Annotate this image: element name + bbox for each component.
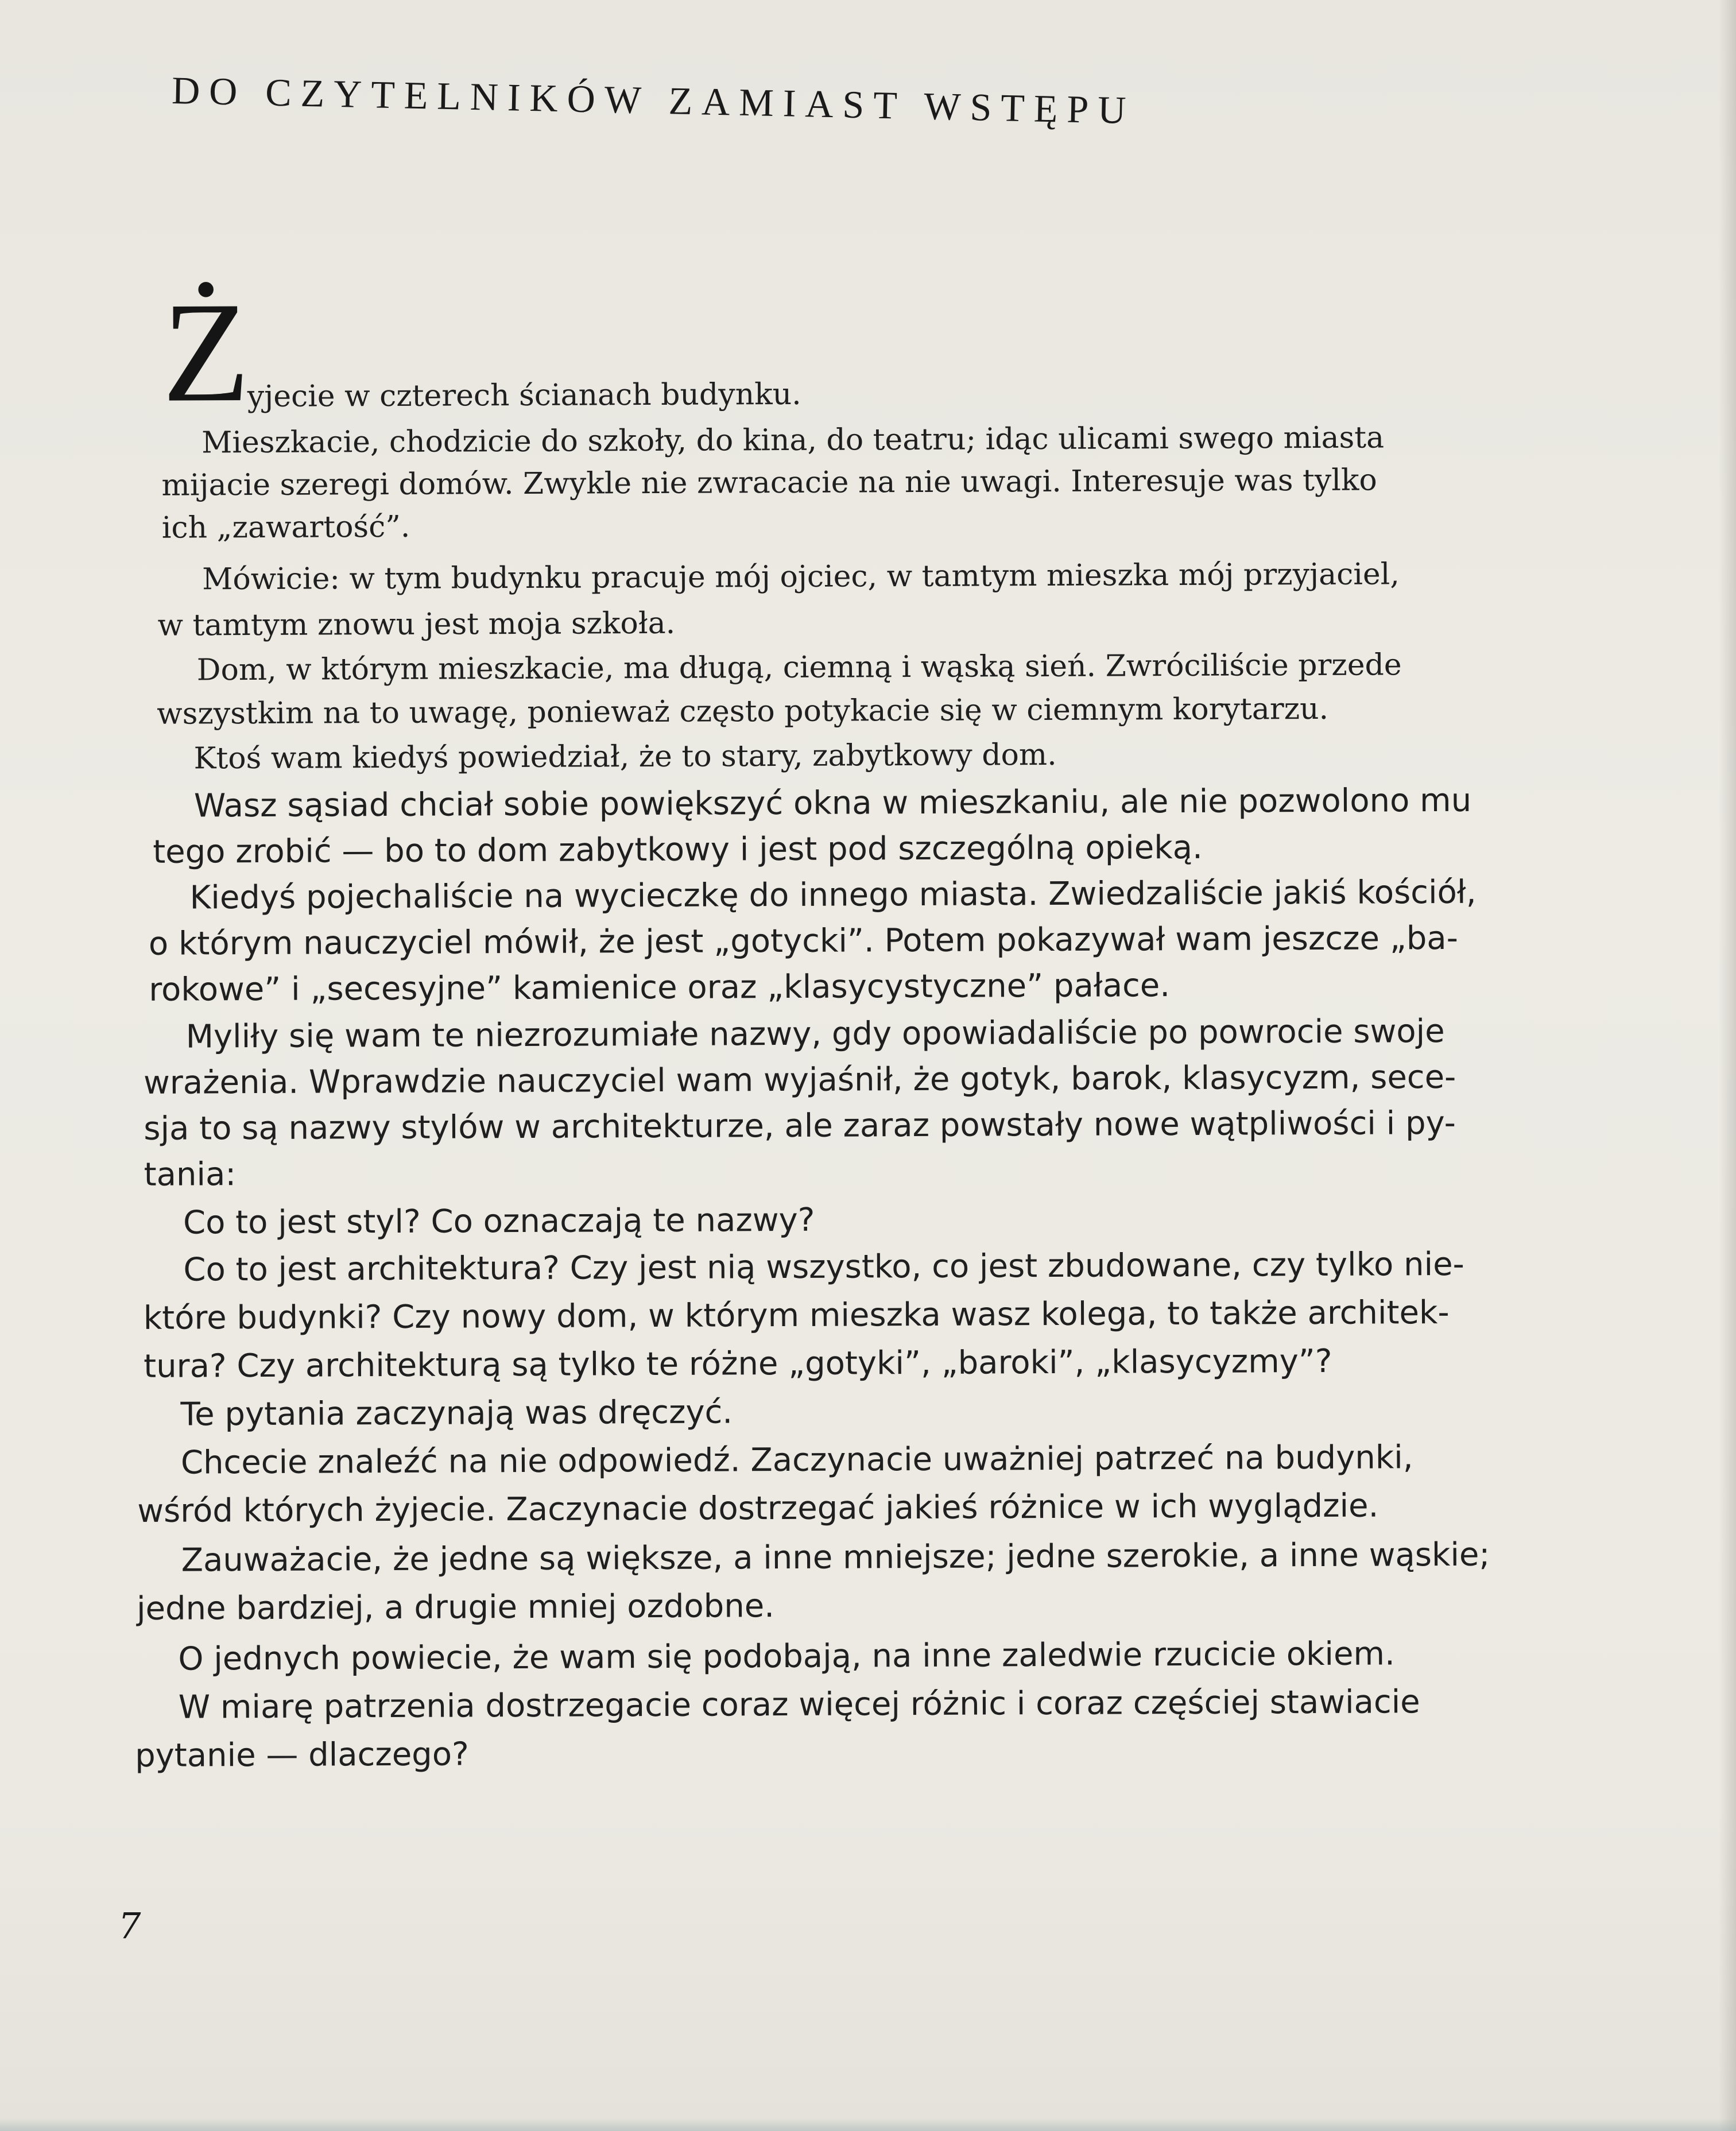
text-line: Kiedyś pojechaliście na wycieczkę do innego miasta. Zwiedzaliście jakiś kościół, xyxy=(189,873,1477,917)
text-line: jedne bardziej, a drugie mniej ozdobne. xyxy=(136,1587,775,1628)
text-line: mijacie szeregi domów. Zwykle nie zwracacie na nie uwagi. Interesuje was tylko xyxy=(161,463,1377,503)
text-line: W miarę patrzenia dostrzegacie coraz więcej różnic i coraz częściej stawiacie xyxy=(178,1683,1420,1726)
text-line: w tamtym znowu jest moja szkoła. xyxy=(157,606,676,643)
text-line: wszystkim na to uwagę, ponieważ często potykacie się w ciemnym korytarzu. xyxy=(157,691,1329,731)
text-line: Dom, w którym mieszkacie, ma długą, ciemną i wąską sień. Zwróciliście przede xyxy=(196,648,1402,688)
text-line: sja to są nazwy stylów w architekturze, ale zaraz powstały nowe wątpliwości i py- xyxy=(144,1104,1456,1148)
text-line: Co to jest styl? Co oznaczają te nazwy? xyxy=(183,1201,815,1242)
text-line: o którym nauczyciel mówił, że jest „gotycki”. Potem pokazywał wam jeszcze „ba- xyxy=(148,919,1458,963)
drop-cap: Ż xyxy=(161,273,250,432)
text-line: rokowe” i „secesyjne” kamienice oraz „klasycystyczne” pałace. xyxy=(149,967,1171,1009)
text-line: Ktoś wam kiedyś powiedział, że to stary, zabytkowy dom. xyxy=(193,737,1057,776)
page-number: 7 xyxy=(118,1905,141,1947)
text-line: Mówicie: w tym budynku pracuje mój ojciec, w tamtym mieszka mój przyjaciel, xyxy=(202,557,1400,597)
text-line: yjecie w czterech ścianach budynku. xyxy=(247,377,801,414)
text-line: Chcecie znaleźć na nie odpowiedź. Zaczynacie uważniej patrzeć na budynki, xyxy=(180,1439,1413,1482)
text-line: pytanie — dlaczego? xyxy=(134,1735,469,1774)
text-line: tura? Czy architekturą są tylko te różne „gotyki”, „baroki”, „klasycyzmy”? xyxy=(144,1342,1332,1385)
body-text xyxy=(127,273,1735,1774)
text-line: Myliły się wam te niezrozumiałe nazwy, gdy opowiadaliście po powrocie swoje xyxy=(185,1013,1445,1056)
text-line: tego zrobić — bo to dom zabytkowy i jest pod szczególną opieką. xyxy=(153,828,1203,871)
text-line: Wasz sąsiad chciał sobie powiększyć okna w mieszkaniu, ale nie pozwolono mu xyxy=(193,781,1472,825)
text-line: ich „zawartość”. xyxy=(161,509,410,545)
text-line: Co to jest architektura? Czy jest nią wszystko, co jest zbudowane, czy tylko nie- xyxy=(183,1245,1464,1289)
text-line: Mieszkacie, chodzicie do szkoły, do kina, do teatru; idąc ulicami swego miasta xyxy=(202,420,1385,460)
text-line: wrażenia. Wprawdzie nauczyciel wam wyjaśnił, że gotyk, barok, klasycyzm, sece- xyxy=(143,1058,1456,1102)
text-line: wśród których żyjecie. Zaczynacie dostrzegać jakieś różnice w ich wyglądzie. xyxy=(137,1487,1379,1530)
text-line: Zauważacie, że jedne są większe, a inne mniejsze; jedne szerokie, a inne wąskie; xyxy=(181,1536,1490,1579)
text-line: które budynki? Czy nowy dom, w którym mieszka wasz kolega, to także architek- xyxy=(143,1293,1450,1337)
text-line: Te pytania zaczynają was dręczyć. xyxy=(180,1393,733,1433)
text-line: O jednych powiecie, że wam się podobają, na inne zaledwie rzucicie okiem. xyxy=(178,1635,1395,1678)
text-line: tania: xyxy=(144,1156,237,1194)
chapter-heading: DO CZYTELNIKÓW ZAMIAST WSTĘPU xyxy=(171,68,1136,133)
